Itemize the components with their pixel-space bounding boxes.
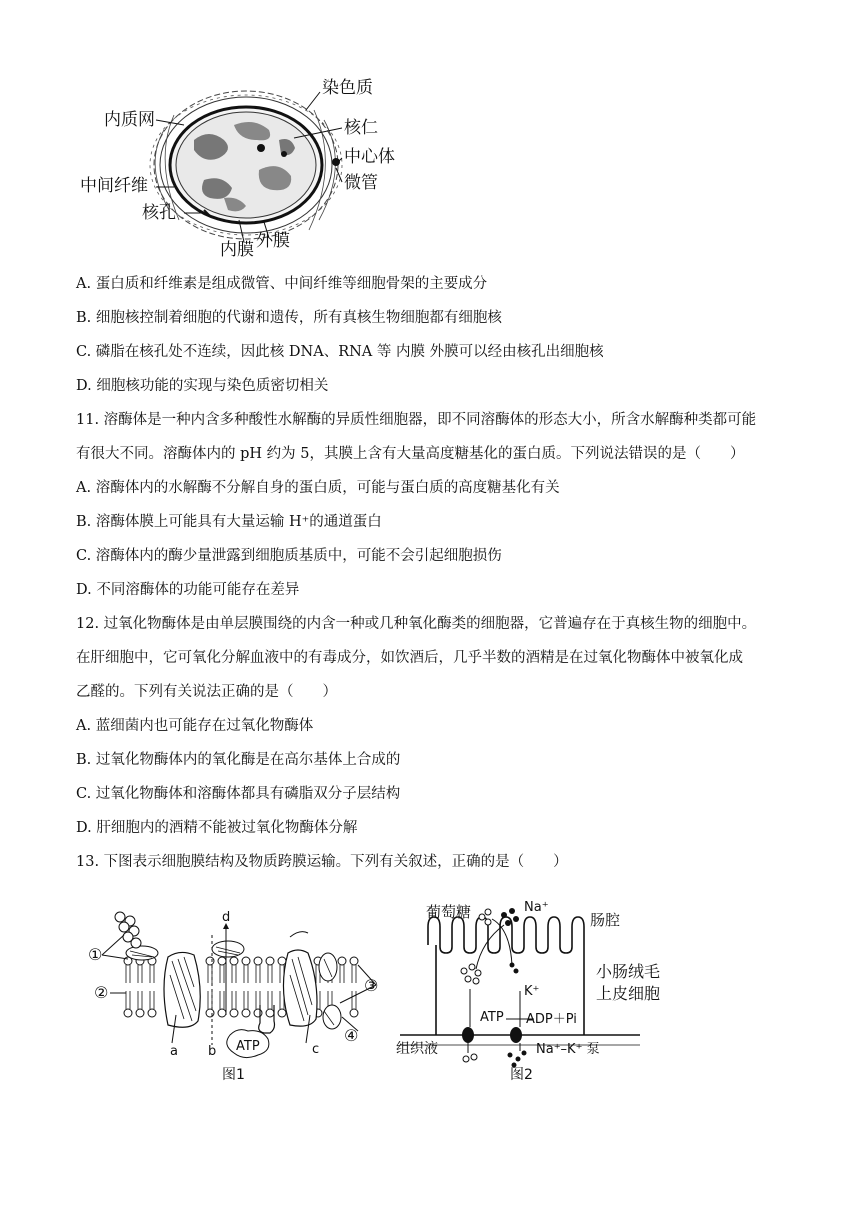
cell-label-line2: 上皮细胞: [596, 984, 661, 1003]
q11-option-c: C. 溶酶体内的酶少量泄露到细胞质基质中，可能不会引起细胞损伤: [76, 548, 502, 564]
atp-label-2: ATP: [480, 1010, 504, 1025]
tissue-fluid-label: 组织液: [396, 1041, 438, 1057]
lumen-label: 肠腔: [590, 911, 621, 929]
q11-option-b: B. 溶酶体膜上可能具有大量运输 H⁺的通道蛋白: [76, 514, 382, 530]
glucose-label: 葡萄糖: [426, 903, 472, 921]
q12-option-a: A. 蓝细菌内也可能存在过氧化物酶体: [76, 718, 314, 734]
q12-stem-line2: 在肝细胞中，它可氧化分解血液中的有毒成分，如饮酒后，几乎半数的酒精是在过氧化物酶体中被氧化成: [76, 650, 743, 666]
chromatin-label: 染色质: [322, 78, 373, 98]
atp-label-1: ATP: [236, 1039, 260, 1054]
q12-stem-line3: 乙醛的。下列有关说法正确的是（ ）: [76, 684, 337, 700]
q12-option-b: B. 过氧化物酶体内的氧化酶是在高尔基体上合成的: [76, 752, 401, 768]
marker-2: ②: [94, 983, 109, 1002]
adp-label: ADP＋Pi: [526, 1012, 577, 1027]
intermediate-filament-label: 中间纤维: [80, 176, 148, 196]
letter-a: a: [170, 1044, 178, 1059]
villus-figure-2: [396, 900, 660, 1083]
centrosome-label: 中心体: [344, 147, 395, 167]
q12-stem-line1: 12. 过氧化物酶体是由单层膜围绕的内含一种或几种氧化酶类的细胞器，它普遍存在于真核生物的细胞中。: [76, 616, 757, 632]
nucleus-diagram: [74, 70, 404, 265]
inner-membrane-label: 内膜: [220, 240, 254, 260]
nucleus-figure: [74, 70, 404, 265]
na-label: Na⁺: [524, 900, 549, 915]
pore-label: 核孔: [142, 203, 176, 223]
k-label: K⁺: [524, 984, 540, 999]
q11-stem-line2: 有很大不同。溶酶体内的 pH 约为 5，其膜上含有大量高度糖基化的蛋白质。下列说法错误的是（ ）: [76, 446, 745, 462]
caption-fig2: 图2: [510, 1067, 533, 1083]
membrane-diagrams: [80, 895, 700, 1095]
outer-membrane-label: 外膜: [256, 231, 290, 251]
q12-option-d: D. 肝细胞内的酒精不能被过氧化物酶体分解: [76, 820, 358, 836]
membrane-figures: [80, 895, 700, 1095]
questions-text: [76, 274, 788, 884]
q11-stem-line1: 11. 溶酶体是一种内含多种酸性水解酶的异质性细胞器，即不同溶酶体的形态大小，所含水解酶种类都可能: [76, 412, 757, 428]
letter-b: b: [208, 1044, 217, 1059]
q10-option-b: B. 细胞核控制着细胞的代谢和遗传，所有真核生物细胞都有细胞核: [76, 310, 502, 326]
microtubule-label: 微管: [344, 173, 378, 193]
q10-option-d: D. 细胞核功能的实现与染色质密切相关: [76, 378, 329, 394]
q10-option-a: A. 蛋白质和纤维素是组成微管、中间纤维等细胞骨架的主要成分: [76, 276, 488, 292]
q11-option-d: D. 不同溶酶体的功能可能存在差异: [76, 582, 300, 598]
nucleolus-label: 核仁: [344, 118, 378, 138]
caption-fig1: 图1: [222, 1067, 245, 1083]
q12-option-c: C. 过氧化物酶体和溶酶体都具有磷脂双分子层结构: [76, 786, 401, 802]
marker-4: ④: [344, 1026, 359, 1045]
q11-option-a: A. 溶酶体内的水解酶不分解自身的蛋白质，可能与蛋白质的高度糖基化有关: [76, 480, 560, 496]
letter-c: c: [312, 1042, 320, 1057]
pump-label: Na⁺–K⁺ 泵: [536, 1042, 600, 1057]
marker-1: ①: [88, 945, 103, 964]
cell-label-line1: 小肠绒毛: [596, 962, 661, 981]
membrane-figure-1: [88, 910, 378, 1083]
marker-3: ③: [364, 976, 379, 995]
q10-option-c: C. 磷脂在核孔处不连续，因此核 DNA、RNA 等 内膜 外膜可以经由核孔出细胞核: [76, 344, 604, 360]
q13-stem: 13. 下图表示细胞膜结构及物质跨膜运输。下列有关叙述，正确的是（ ）: [76, 854, 568, 870]
er-label: 内质网: [104, 110, 155, 130]
letter-d: d: [222, 910, 231, 925]
